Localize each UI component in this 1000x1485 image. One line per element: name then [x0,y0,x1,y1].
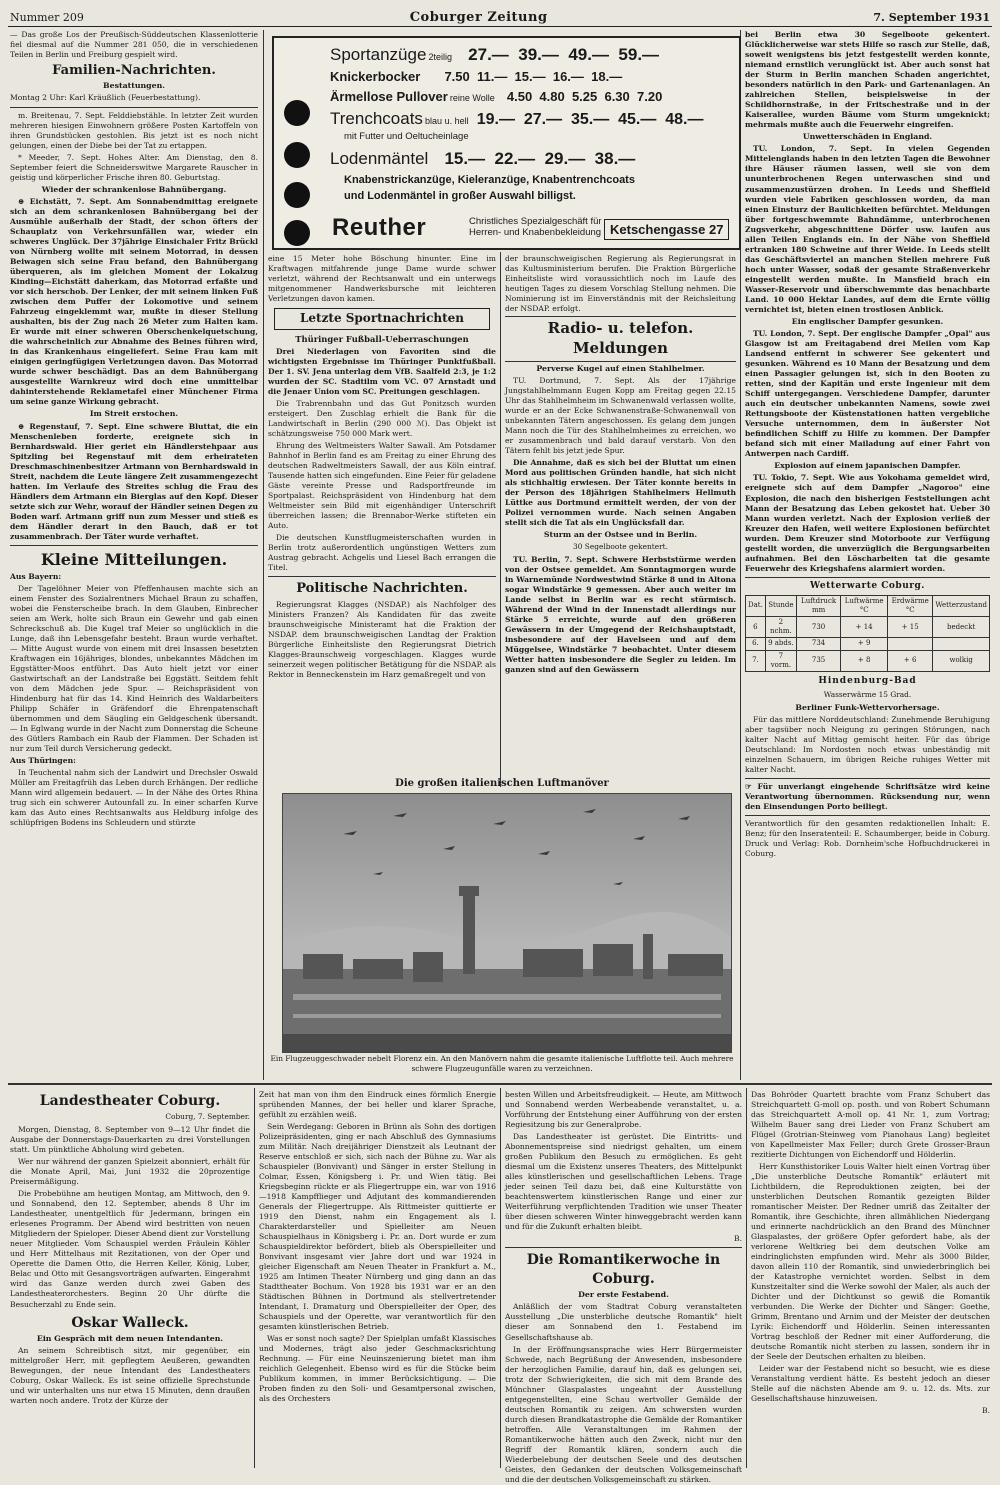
railway-crossing-text: ⊕ Eichstätt, 7. Sept. Am Sonnabendmittag ereignete sich an dem schrankenlosen Bahnübergang bei der Ausmühle außerhalb der Stadt, der schon öfters der Schauplatz von Verkehrsunfällen war, wieder ein schweres Unglück. Der 37jährige Einsichaler Fritz Brückl von Nürnberg wollte mit seinem Motorrad, in dessen Beiwagen sich seine Frau befand, den Bahnübergang überqueren, als im gleichen Moment der Lokalzug Kinding—Eichstätt daherkam, das Motorrad erfaßte und vor sich herschob. Der Lenker, der mit seinem linken Fuß zwischen dem Puffer der Lokomotive und seinem Fahrzeug eingeklemmt war, mußte in dieser Stellung aushalten, bis der Zug nach 26 Meter zum Halten kam. Er wurde mit einer schweren Oberschenkelquetschung, die wahrscheinlich zur Abnahme des Beines führen wird, in das Krankenhaus eingeliefert. Seine Frau kam mit einigen geringfügigen Verletzungen davon. Das Motorrad wurde schwer beschädigt. Das an dem Bahnübergang ausgestellte Warnkreuz wird doch eine unmittelbar dahinterstehende Reklametafel einer Münchener Firma um seine ganze Wirkung gebracht. [10,196,258,407]
section-rule [8,1083,992,1085]
stabbing-heading: Im Streit erstochen. [89,409,179,419]
bavaria-label: Aus Bayern: [10,571,62,581]
table-row: 7. 7 vorm. 735 + 8 + 6 wolkig [746,650,990,671]
ad-tagline: Christliches Spezialgeschäft für Herren- und Knabenbekleidung [469,216,602,239]
imprint: Verantwortlich für den gesamten redaktionellen Inhalt: E. Benz; für den Inseratenteil: E. Schaumberger, beide in Coburg. Druck und Verlag: Rob. Dornheim'sche Hofbuchdruckerei in Coburg. [745,819,990,859]
sport-heading-box [274,308,490,330]
aerobatics-text: Die deutschen Kunstflugmeisterschaften wurden in Berlin trotz außerordentlich ungünstigen Wetters zum Austrag gebracht. Achgelis und Liesel Bach errangen die Titel. [268,533,496,573]
florence-photo [282,793,732,1053]
bullet-icon [284,100,310,126]
sawall-text: Ehrung des Weltmeisters Walter Sawall. Am Potsdamer Bahnhof in Berlin fand es am Freitag zu einer Ehrung des deutschen Radweltmeisters Sawall, der aus Köln eintraf. Tausende hatten sich eingefunden. Eine Feier für geladene Gäste vereinte Presse und Radsportfreunde im Sportpalast. Reichspräsident von Hindenburg hat dem Weltmeister sein Bild mit eigenhändiger Unterschrift überreichen lassen; die Brennabor-Werke stifteten ein Auto. [268,441,496,531]
politics-text: Regierungsrat Klagges (NSDAP.) als Nachfolger des Ministers Franzen? Als Kandidaten für das zweite braunschweigische Ministeramt hat die Fraktion der NSDAP. dem braunschweigischen Landtag der Fraktion Bürgerliche Einheitsliste den Regierungsrat Dietrich Klagges-Braunschweig vorgeschlagen. Klagges wurde seinerzeit wegen politischer Betätigung für die NSDAP. als Rektor in Benneckenstein im Harz gemaßregelt und von [268,599,496,679]
article-breitenau: m. Breitenau, 7. Sept. Felddiebstähle. In letzter Zeit wurden mehreren hiesigen Einwohnern größere Posten Kartoffeln von ihren Grundstücken gestohlen. Bis jetzt ist es noch nicht gelungen, einen der Diebe bei der Tat zu ertappen. [10,110,258,150]
radio-heading: Radio- u. telefon. Meldungen [505,316,736,362]
japan-text: TU. Tokio, 7. Sept. Wie aus Yokohama gemeldet wird, ereignete sich auf dem Dampfer „Nagoroo" eine Explosion, die nach den bisherigen Feststellungen acht Mann der Besatzung das Leben gekostet hat. Ueber 30 Mann wurden verletzt. Nach der Explosion verließ der Kreuzer den Hafen, weil weitere Explosionen befürchtet wurden. Dem Kreuzer sind Motorboote zur Verfügung gestellt worden, die unverzüglich die Bergungsarbeiten aufnahmen. Bei den Löscharbeiten tat die gesamte Feuerwehr des Kriegshafens alarmiert worden. [745,473,990,573]
bullet-icon [284,220,310,246]
photo-heading: Die großen italienischen Luftmanöver [395,778,609,789]
sport-heading: Letzte Sportnachrichten [299,311,465,326]
weather-col-header: Luftwärme °C [841,595,888,616]
newspaper-title: Coburger Zeitung [409,9,548,25]
railway-crossing-heading: Wieder der schrankenlose Bahnübergang. [41,184,227,194]
bottom-column-1 [10,1090,250,1468]
theater-text-1: Morgen, Dienstag, 8. September von 9—12 Uhr findet die Ausgabe der Donnerstags-Dauerkarten zu drei Vorstellungen statt. Um pünktliche Abholung wird gebeten. [10,1125,250,1155]
accident-continued: eine 15 Meter hohe Böschung hinunter. Eine im Kraftwagen mitfahrende junge Dame wurde schwer verletzt, während der Rechtsanwalt und ein unterwegs mitgenommener Handwerksbursche mit leichteren Verletzungen davon kamen. [268,254,496,304]
bottom-column-2 [259,1090,496,1468]
thuringia-label: Aus Thüringen: [10,756,76,766]
storm-continued: bei Berlin etwa 30 Segelboote gekentert. Glücklicherweise war stets Hilfe so rasch zur Stelle, daß, soweit wenigstens bis jetzt festgestellt werden konnte, niemand ernstlich verunglückt ist. Aber auch sonst hat der Sturm in Berlin manchen Schaden angerichtet, besonders natürlich in den Park- und Gartenanlagen. An zahlreichen Stellen, beispielsweise in der Schildhornstraße, in der Fritschestraße und in der Kaiserallee, wurden Bäume vom Sturm umgeknickt; mehrmals mußte auch die Feuerwehr eingreifen. [745,30,990,130]
romantic-week-text-2: In der Eröffnungsansprache wies Herr Bürgermeister Schwede, nach Begrüßung der Anwesenden, insbesondere der herzoglichen Familie, darauf hin, daß es gelungen sei, trotz der Schwierigkeiten, die sich mit dem Brande des Münchner Glaspalastes ungeahnt der Ausstellung entgegenstellten, eine Schau wertvoller Gemälde der deutschen Romantik zu zeigen. Am schwersten wurden durch diesen Brandkatastrophe die Gemälde der Romantiker betroffen. Alle Veranstaltungen im Rahmen der Romantikerwoche hätten auch den Zweck, nicht nur den Begriff der Romantik klären, sondern auch die Wiederbelebung der deutschen Seele und des deutschen Geistes, den Gedanken der deutschen Volksgemeinschaft und die der deutschen Volksgemeinschaft zu stärken. [505,1344,742,1484]
bullet-icon [284,182,310,208]
weather-col-header: Dat. [746,595,766,616]
divider [268,576,496,577]
storm-heading: Sturm an der Ostsee und in Berlin. [543,530,698,540]
ad-row-lodenmaentel: Lodenmäntel 15.— 22.— 29.— 38.— [330,149,636,168]
quartet-text: Das Bohröder Quartett brachte vom Franz Schubert das Streichquartett G-moll op. posth. und von Robert Schumann das Streichquartett A-moll op. 41 Nr. 1, zum Vortrag; Wilhelm Bauer sang drei Lieder von Franz Schubert am Flügel (Grotrian-Steinweg vom Pianohaus Lang) begleitet von Kapellmeister Max Feller; durch Grete Grosser-Braun rezitierte Dichtungen von Eichendorff und Hölderlin. [751,1090,990,1160]
family-news-heading: Familien-Nachrichten. [52,63,216,79]
funerals-text: Montag 2 Uhr: Karl Kräußlich (Feuerbestattung). [10,93,201,103]
theater-heading: Landestheater Coburg. [39,1093,221,1109]
lecture-text: Herr Kunsthistoriker Louis Walter hielt einen Vortrag über „Die unsterbliche Deutsche Romantik" erläutert mit Lichtbildern, die Reproduktionen zeigten, bei der unsterblichen Deutschen Romantik gezeigten Bilder romantischer Meister. Der Redner umriß das Zeitalter der Romantik, ihre Geschichte, ihren allmählichen Niedergang und erinnerte nachdrücklich an den Brand des Münchner Glaspalastes, der größere Opfer gefordert habe, als der verlorene Weltkrieg bei dem deutschen Volke am eindringlichsten empfunden wird. Mehr als 3000 Bilder, davon allein 110 der Romantik, sind unwiederbringlich bei der Katastrophe vernichtet worden. Selbst in dem Kunstzeitalter sind die Werke sowohl der Maler, als auch der Dichter und der Dichtkunst so gewiß die Romantik verbunden. Die Werke der Dichter und Sänger: Goethe, Grimm, Brentano und Arnim und der Meister der deutschen Lyrik: Eichendorff und Hölderlin. Seinen interessanten Vortrag beschloß der Redner mit einer Aufforderung, die deutsche Romantik nicht sterben zu lassen, sondern ihr in der Seele der Deutschen erhalten zu bleiben. [751,1162,990,1362]
football-heading: Thüringer Fußball-Ueberraschungen [295,333,469,344]
editorial-notice: ☞ Für unverlangt eingehende Schriftsätze wird keine Verantwortung übernommen. Rücksendung nur, wenn den Einsendungen Porto beiliegt. [745,782,990,812]
theater-text-3: Die Probebühne am heutigen Montag, am Mittwoch, den 9. und Sonnabend, den 12. September, abends 8 Uhr im Landestheater, unentgeltlich für Jedermann, bringen ein erlesenes Programm. Der Abend wird bestritten von neuen Mitgliedern der Spieloper. Dieser Abend dient zur Vorstellung neuer Mitglieder. Vom Schauspiel werden Fräulein Köhler und Herr Mittelhaus mit Rezitationen, von der Oper und Operette die Damen Otto, die Herren Keller, König, Luber, Belac und Otto mit Gesangsvorträgen aufwarten. Eingerahmt wird das Ganze werden durch zwei Gaben des Landestheaterorchesters. Beginn 20 Uhr dürfte die Besucherzahl zu Ende sein. [10,1189,250,1309]
weather-table-header [746,595,990,616]
england-heading: Unwetterschäden in England. [802,132,933,142]
ad-row-pullover: Ärmellose Pullover reine Wolle 4.50 4.80 5.25 6.30 7.20 [330,89,663,104]
column-rule [254,1088,255,1468]
trotting-text: Die Trabrennbahn und das Gut Ponitzsch wurden ersteigert. Den Zuschlag erhielt die Bank für die Landwirtschaft in Berlin (290 000 ℳ). Das Objekt ist schätzungsweise 750 000 Mark wert. [268,399,496,439]
divider [745,577,990,578]
storm-text: TU. Berlin, 7. Sept. Schwere Herbststürme werden von der Ostsee gemeldet. Am Sonntagmorgen wurde in Warnemünde Nordwestwind Stärke 8 und in Altona sogar Windstärke 9 gemessen. Aber auch weiter im Lande selbst in Berlin war es recht stürmisch. Während der Wind in der Innenstadt allerdings nur Stärke 5 erreichte, wurde auf den größeren Gewässern in der Umgegend der Reichshauptstadt, insbesondere auf der Havelseen und auf dem Müggelsee, Windstärke 7 beobachtet. Unter diesem Wetter hatten insbesondere die Segler zu leiden. Im ganzen sind auf den Gewässern [505,555,736,675]
author-signature: B. [982,1406,990,1416]
weather-col-header: Stunde [765,595,796,616]
bottom-column-4 [751,1090,990,1468]
forecast-text: Für das mittlere Norddeutschland: Zunehmende Beruhigung aber tagsüber noch Neigung zu geringen Störungen, nach kalter Nacht auf Mittag gemischt heiter. Für das übrige Deutschland: Im Nordosten noch etwas unbeständig mit einzelnen Schauern, im übrigen Reiche ruhiges Wetter mit kalter Nacht. [745,715,990,775]
issue-number: Nummer 209 [10,11,84,25]
storm-subheading: 30 Segelboote gekentert. [573,542,668,552]
column-rule [746,1088,747,1468]
column-4 [745,30,990,1080]
romantic-week-text: Anläßlich der vom Stadtrat Coburg veranstalteten Ausstellung „Die unsterbliche deutsche Romantik" hielt dieser am Sonnabend den 1. Festabend im Gesellschaftshause ab. [505,1302,742,1342]
romantic-week-subheading: Der erste Festabend. [578,1290,669,1300]
steamer-text: TU. London, 7. Sept. Der englische Dampfer „Opal" aus Glasgow ist am Freitagabend drei Meilen vom Kap Landsend entfernt in schwerer See gekentert und gesunken. Während es 10 Mann der Besatzung und dem einen Passagier gelungen ist, sich in den Booten zu retten, sind der Kapitän und erste Ingenieur mit dem Schiff untergegangen. Verschiedene Dampfer, darunter auch ein deutscher unbekannten Namens, sowie zwei Rettungsboote der Küstenstationen hatten vergebliche Versuche unternommen, dem in äußerster Not befindlichen Schiff zu Hilfe zu kommen. Der Dampfer befand sich mit einer Mailadung auf einer Fahrt von Antwerpen nach Cardiff. [745,328,990,459]
column-rule [500,252,501,787]
weather-col-header: Erdwärme °C [888,595,933,616]
divider [745,778,990,779]
divider [505,1247,742,1248]
reuther-advertisement [272,36,741,250]
photo-illustration [283,794,731,1052]
ad-row-sportanzuege: Sportanzüge 2teilig 27.— 39.— 49.— 59.— [330,45,660,64]
theater-text-2: Wer nur während der ganzen Spielzeit abonniert, erhält für die Monate April, Mai, Juni 1932 die 20prozentige Preisermäßigung. [10,1157,250,1187]
football-text: Drei Niederlagen von Favoriten sind die wichtigsten Ergebnisse im Thüringer Punktfußball. Der 1. SV. Jena unterlag dem VfB. Saalfeld 2:3, je 1:2 wurden der SC. Stadtilm vom VC. 07 Arnstadt und die Jenaer Union vom SC. Preitungen geschlagen. [268,347,496,397]
divider [10,545,258,546]
short-notices-heading: Kleine Mitteilungen. [40,549,228,569]
divider [10,107,258,108]
column-rule [263,30,264,1080]
article-meeder: * Meeder, 7. Sept. Hohes Alter. Am Dienstag, den 8. September feiert die Schneiderswitwe Margarete Rauscher in geistig und körperlicher Frische ihren 80. Geburtstag. [10,152,258,182]
funerals-heading: Bestattungen. [103,81,165,91]
radio-text: TU. Dortmund, 7. Sept. Als der 17jährige Jungstahlhelmmann Eugen Kopp am Freitag gegen 22.15 Uhr das Stahlhelmheim im Schwanenwald verlassen wollte, wurde er an der Ecke Schwanenstraße-Schwanenwall von unbekannten Tätern angeschossen. Es gelang dem jungen Mann noch die Tür des Stahlhelmheimes zu erreichen, wo er zusammenbrach und bald darauf verstarb. Von den Tätern fehlt bis jetzt jede Spur. [505,375,736,456]
divider [745,815,990,816]
column-1 [10,30,258,1080]
weather-table [745,595,990,673]
stabbing-text: ⊕ Regenstauf, 7. Sept. Eine schwere Bluttat, die ein Menschenleben forderte, ereignete sich in Bernhardswald. Hier geriet ein Händlerstehpaar aus Spitzling bei Regenstauf mit dem erheirateten Dreschmaschinenbesitzer Artmann von Bernhardswald in Streit, nachdem die Leute längere Zeit zusammengezecht hatten. Im Verlaufe des Streites schlug die Frau des Händlers dem Artmann ein Bierglas auf den Kopf. Dieser setzte sich zur Wehr, worauf der Händler seinen Degen zu Boden warf. Artmann griff nun zum Messer und stieß es dem Händler derart in den Bauch, daß er tot zusammenbrach. Der Täter wurde verhaftet. [10,421,258,541]
england-text: TU. London, 7. Sept. In vielen Gegenden Mittelenglands haben in den letzten Tagen die Bewohner ihre Häuser räumen lassen, weil sie von dem ununterbrochenen Regen unterwaschen sind und zusammenzustürzen drohen. In Leeds und Sheffield wurden viele Fabriken geschlossen worden, da man einen Einsturz der Baulichkeiten befürchtet. Meldungen über fortgeschwemmte Bahndämme, unterbrochenen Zugsverkehr, abgeschnittene Dörfer usw. laufen aus allen Teilen Englands ein. In der Nähe von Sheffield ertranken 180 Schweine auf ihrer Weide. In Leeds stellt das Geschäftsviertel an manchen Stellen mehrere Fuß hoch unter Wasser, sodaß der gesamte Straßenverkehr eingestellt werden mußte. In Mansfield brach ein Wasser-Reservoir und überschwemmte das benachbarte Land. 10 000 Hektar Landes, auf dem die Ernte völlig vernichtet ist, bieten einen trostlosen Anblick. [745,144,990,314]
masthead [8,4,992,27]
ad-boys-line-2: und Lodenmäntel in großer Auswahl billigst. [344,190,576,202]
lottery-note: — Das große Los der Preußisch-Süddeutschen Klassenlotterie fiel diesmal auf die Nummer 281 050, die in verschiedenen Teilen in Berlin und Freiburg gespielt wird. [10,30,258,60]
forecast-heading: Berliner Funk-Wettervorhersage. [795,702,940,712]
table-row: 6. 9 abds. 734 + 9 [746,638,990,650]
column-3 [505,254,736,784]
thuringia-text: In Teuchental nahm sich der Landwirt und Drechsler Oswald Müller am Freitagfrüh das Leben durch Erhängen. Der redliche Mann wird allgemein bedauert. — In der Nähe des Ortes Rhina trug sich ein schwerer Autounfall zu. In einer scharfen Kurve kam das Auto eines Rechtsanwalts aus Heldburg infolge des schlüpfrigen Bodens ins Schleudern und stürzte [10,768,258,828]
walleck-subheading: Ein Gespräch mit dem neuen Intendanten. [36,1333,224,1343]
ad-brand: Reuther [332,214,427,241]
attendance-text: Leider war der Festabend nicht so besucht, wie es diese Veranstaltung verdient hätte. Es besteht jedoch an dieser Stelle auf die nächsten Abende am 9. u. 12. ds. Mts. zur Gesellschaftshause hinzuweisen. [751,1364,990,1404]
ad-address: Ketschengasse 27 [604,219,729,240]
walleck-plans: Was er sonst noch sagte? Der Spielplan umfaßt Klassisches und Modernes, trägt also jeder Geschmacksrichtung Rechnung. — Für eine Neuinszenierung bietet man ihm reichlich Gelegenheit. Ebenso wird es für die Stücke beim Publikum kommen, in immer Berücksichtigung. — Die Proben finden zu den Soli- und Gesamtpersonal zwischen, als des Orchesters [259,1334,496,1404]
author-signature: B. [734,1234,742,1244]
photo-caption: Ein Flugzeuggeschwader nebelt Florenz ein. An den Manövern nahm die gesamte italienische Luftflotte teil. Auch mehrere schwere Flugzeugunfälle waren zu verzeichnen. [270,1054,734,1073]
ad-boys-line-1: Knabenstrickanzüge, Kieleranzüge, Knabentrenchcoats [344,174,635,186]
radio-text-2: Die Annahme, daß es sich bei der Bluttat um einen Mord aus politischen Gründen handle, hat sich nicht als stichhaltig erwiesen. Der Täter konnte bereits in der Person des 18jährigen Stahlhelmers Hellmuth Lüttke aus Dortmund ermittelt werden, der von der Polizei vernommen wurde. Nach seinen Angaben stellt sich die Tat als ein Unglücksfall dar. [505,458,736,528]
hindenburg-bath-heading: Hindenburg-Bad [818,676,917,687]
table-row: 6 2 nchm. 730 + 14 + 15 bedeckt [746,616,990,637]
bottom-column-3 [505,1090,742,1484]
theater-dateline: Coburg, 7. September. [165,1112,250,1122]
walleck-heading: Oskar Walleck. [71,1314,189,1331]
politics-heading: Politische Nachrichten. [296,581,468,597]
weather-col-header: Wetterzustand [933,595,990,616]
walleck-closing: besten Willen und Arbeitsfreudigkeit. — Heute, am Mittwoch und Sonnabend werden Werbeabende veranstaltet, u. a. Vorführung der Entstehung einer Aufführung von der ersten Regiesitzung bis zur Generalprobe. [505,1090,742,1130]
radio-subheading: Perverse Kugel auf einen Stahlhelmer. [536,363,705,373]
theater-appeal: Das Landestheater ist gerüstet. Die Eintritts- und Abonnementspreise sind niedrigst gehalten, um einem großen Publikum den Besuch zu ermöglichen. Es geht diesmal um die Existenz unseres Theaters, des Mittelpunkt alles künstlerischen und gesellschaftlichen Lebens. Trage jeder seinen Teil dazu bei, daß eine Kulturstätte von beachtenswertem künstlerischen Range und einer zur Weiterführung verpflichtenden Tradition wie unser Theater über diesen schweren Winter hinweggebracht werden kann und für die Zukunft erhalten bleibt. [505,1132,742,1232]
issue-date: 7. September 1931 [873,11,990,25]
weather-heading: Wetterwarte Coburg. [810,580,925,591]
ad-row-trenchcoats: Trenchcoats blau u. hell 19.— 27.— 35.— 45.— 48.— [330,109,704,128]
romantic-week-heading: Die Romantikerwoche in Coburg. [526,1252,721,1287]
pointing-hand-icon: ☞ [745,782,758,792]
ad-trenchcoat-note: mit Futter und Oeltucheinlage [344,131,469,142]
column-rule [500,1088,501,1468]
weather-col-header: Luftdruck mm [796,595,840,616]
walleck-career: Sein Werdegang: Geboren in Brünn als Sohn des dortigen Polizeipräsidenten, ging er nach Abschluß des Gymnasiums zum Militär. Nach dreijähriger Dienstzeit als Leutnant der Reserve entschloß er sich, sich nach der Bühne zu. War als Schauspieler (Bonvivant) und Sänger in erster Stellung in Colmar, Essen, Königsberg i. Pr. und Wien tätig. Bei Kriegsbeginn rückte er als Fliegertruppe ein, war von 1916—1918 Kampfflieger und Adjutant des kommandierenden Generals der Fliegertruppe. Als Rittmeister quittierte er 1919 den Dienst, nahm ein Engagement als I. Charakterdarsteller und Spielleiter am Neuen Schauspielhaus in Königsberg i. Pr. an. Dort wurde er zum Schauspieldirektor befördert, blieb als Oberspielleiter und Bonvivant insgesamt vier Jahre dort und war 1924 in gleicher Eigenschaft am Neuen Theater in Frankfurt a. M., 1925 am Intimen Theater Nürnberg und ging dann an das Stadttheater Bochum. Von 1928 bis 1931 war er an den Städtischen Bühnen in Dortmund als stellvertretender Intendant, I. Dramaturg und Oberspielleiter der Oper, des Schauspiels und der Operette, war verantwortlich für den gesamten künstlerischen Betrieb. [259,1122,496,1332]
column-2 [268,254,496,784]
japan-heading: Explosion auf einem japanischen Dampfer. [774,461,961,471]
politics-continued: der braunschweigischen Regierung als Regierungsrat in das Kultusministerium berufen. Die Fraktion Bürgerliche Einheitsliste wird voraussichtlich noch im Laufe des heutigen Tages zu diesem Vorschlag Stellung nehmen. Die Nominierung ist im Einverständnis mit der Reichsleitung der NSDAP. erfolgt. [505,254,736,314]
ad-row-knickerbocker: Knickerbocker 7.50 11.— 15.— 16.— 18.— [330,69,623,84]
walleck-text: An seinem Schreibtisch sitzt, mir gegenüber, ein mittelgroßer Herr, mit gepflegtem Aeußeren, gewandten Bewegungen, der neue Intendant des Landestheaters Coburg, Oskar Walleck. Es ist seine offizielle Sprechstunde und wir unterhalten uns nur etwa 15 Minuten, denn draußen warten noch andere. Trotz der Kürze der [10,1346,250,1406]
bavaria-text: Der Tagelöhner Meier von Pfeffenhausen machte sich an einem Fenster des Sozialrentners Michael Braun zu schaffen, wobei die Fensterscheibe brach. In dem Glauben, Einbrecher seien am Werk, holte sich Braun ein Gewehr und gab einen Schreckschuß ab. Die Kugel traf Meier so unglücklich in die Lunge, daß ihn Lebensgefahr besteht. Braun wurde verhaftet. — Mitte August wurde von einem mit drei Insassen besetzten Kraftwagen ein 16jähriges, blondes, unbekanntes Mädchen im Eggstätter-Moos entführt. Das Auto hielt jetzt vor einer Gastwirtschaft an der Landstraße bei Eggstätt. Seitdem fehlt von dem Mädchen jede Spur. — Reichspräsident von Hindenburg hat für das 14. Kind Heinrich des Waldarbeiters Philipp Schäfer in Gräfendorf die Ehrenpatenschaft übernommen und dem Säugling ein Geldgeschenk übersandt. — In Eglwang wurde in der Nacht zum Donnerstag die Scheune des Gütlers Rambach ein Raub der Flammen. Der Schaden ist nur zum Teil durch Versicherung gedeckt. [10,583,258,754]
bullet-icon [284,142,310,168]
walleck-continued: Zeit hat man von ihm den Eindruck eines förmlich Energie sprühenden Mannes, der bei heller und klarer Sprache, gefühlt zu erzählen weiß. [259,1090,496,1120]
hindenburg-bath-temp: Wasserwärme 15 Grad. [823,690,912,700]
steamer-heading: Ein englischer Dampfer gesunken. [791,316,944,326]
